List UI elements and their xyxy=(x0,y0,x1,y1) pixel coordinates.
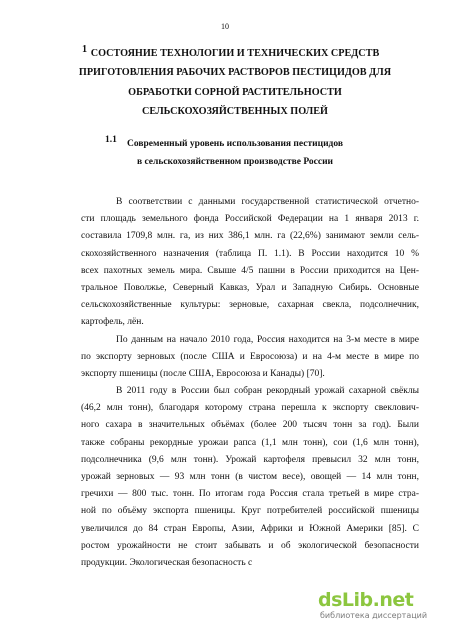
section-heading xyxy=(60,135,410,171)
text-line: сельскохозяйственные культуры: зерновые, сахарная свекла, подсолнечник, xyxy=(81,300,419,311)
chapter-title-line: СЕЛЬСКОХОЗЯЙСТВЕННЫХ ПОЛЕЙ xyxy=(142,105,328,117)
text-line: увеличился до 84 стран Европы, Азии, Африки и Южной Америки [85]. С xyxy=(81,523,419,534)
text-line: ной по объёму экспорта пшеницы. Круг потребителей российской пшеницы xyxy=(81,506,419,517)
section-title-line: Современный уровень использования пестицидов xyxy=(127,139,343,149)
text-line: урожай зерновых — 93 млн тонн (в чистом весе), овощей — 14 млн тонн, xyxy=(81,472,419,482)
text-line: сти площадь земельного фонда Российской Федерации на 1 января 2013 г. xyxy=(81,214,419,225)
text-line: (46,2 млн тонн), благодаря которому страна перешла к экспорту свеклович- xyxy=(81,403,419,414)
text-line: всех пахотных земель мира. Свыше 4/5 пашни в России приходится на Цен- xyxy=(81,265,419,276)
watermark-logo xyxy=(318,589,430,623)
text-line: составила 1709,8 млн. га, из них 386,1 млн. га (22,6%) занимают земли сель- xyxy=(81,231,419,242)
text-line: скохозяйственного назначения (таблица П. 1.1). В России находится 10 % xyxy=(81,248,419,259)
section-number: 1.1 xyxy=(105,135,117,145)
text-line: По данным на начало 2010 года, Россия находится на 3-м месте в мире xyxy=(116,334,419,345)
text-line: тральное Поволжье, Северный Кавказ, Урал и Западную Сибирь. Основные xyxy=(81,282,419,293)
text-line: ростом урожайности не стоит забывать и об экологической безопасности xyxy=(81,540,419,551)
chapter-title-line: ОБРАБОТКИ СОРНОЙ РАСТИТЕЛЬНОСТИ xyxy=(128,86,342,98)
watermark-caption: библиотека диссертаций xyxy=(320,611,428,620)
watermark-logo-text: dsLib.net xyxy=(318,589,414,611)
chapter-heading xyxy=(60,44,410,121)
text-line: экспорту пшеницы (после США, Евросоюза и Канады) [70]. xyxy=(81,368,325,379)
body-text xyxy=(81,194,419,572)
text-line: картофель, лён. xyxy=(81,317,144,328)
text-line: подсолнечника (9,6 млн тонн). Урожай картофеля превысил 32 млн тонн, xyxy=(81,454,419,465)
text-line: В 2011 году в России был собран рекордный урожай сахарной свёклы xyxy=(116,386,419,397)
text-line: также собраны рекордные урожаи рапса (1,1 млн тонн), сои (1,6 млн тонн), xyxy=(81,437,419,448)
chapter-title-line: СОСТОЯНИЕ ТЕХНОЛОГИИ И ТЕХНИЧЕСКИХ СРЕДСТВ xyxy=(90,48,380,59)
section-title-line: в сельскохозяйственном производстве России xyxy=(136,157,334,167)
chapter-title-line: ПРИГОТОВЛЕНИЯ РАБОЧИХ РАСТВОРОВ ПЕСТИЦИДОВ ДЛЯ xyxy=(78,67,392,79)
page-number: 10 xyxy=(221,22,229,31)
text-line: по экспорту зерновых (после США и Евросоюза) и на 4-м месте в мире по xyxy=(81,351,419,362)
text-line: В соответствии с данными государственной статистической отчетно- xyxy=(116,197,419,207)
text-line: продукции. Экологическая безопасность с xyxy=(81,557,253,568)
chapter-number: 1 xyxy=(82,44,88,55)
text-line: гречихи — 800 тыс. тонн. По итогам года Россия стала третьей в мире стра- xyxy=(81,489,419,500)
text-line: ного сахара в значительных объёмах (более 200 тысяч тонн за год). Были xyxy=(81,420,419,431)
